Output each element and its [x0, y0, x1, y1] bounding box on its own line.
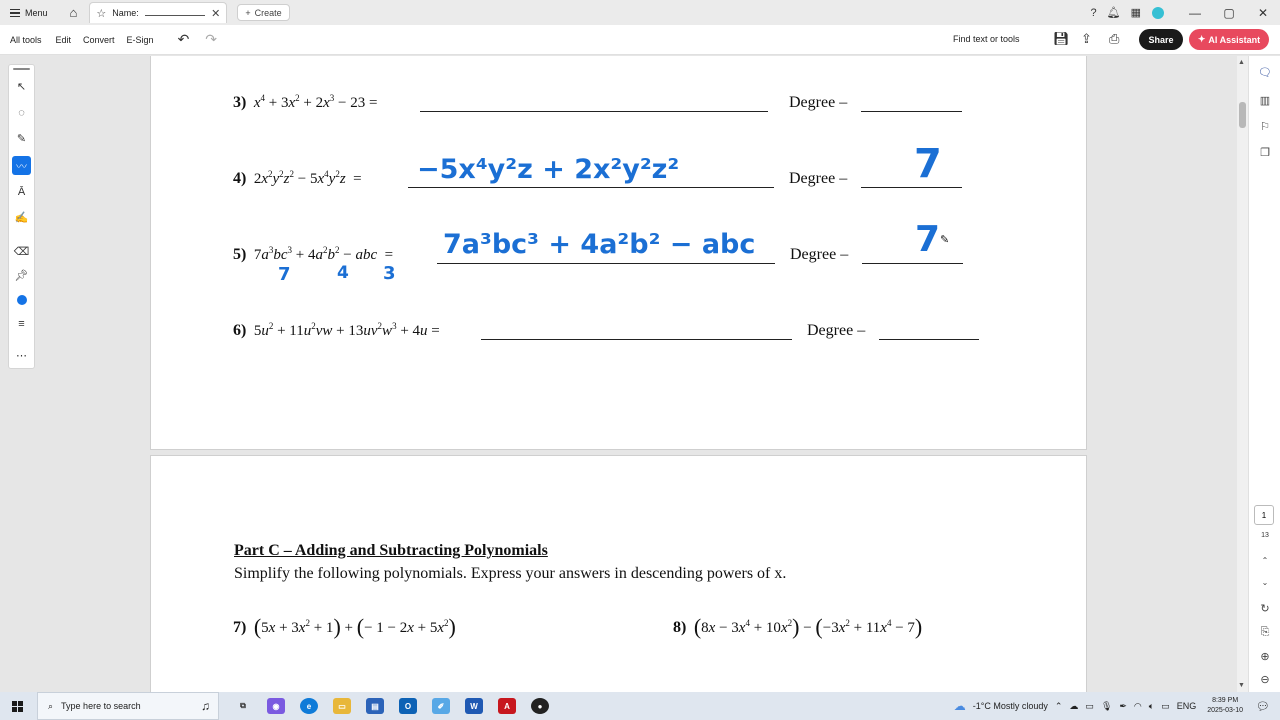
word-icon[interactable]: W — [465, 698, 483, 714]
question-8: 8) $(8x - 3x^4 + 10x^2) - (-3x^2 + 11x^4 - 7)$ — [673, 614, 923, 639]
copilot-icon[interactable]: ◉ — [267, 698, 285, 714]
thumbnails-icon[interactable]: ▥ — [1259, 95, 1271, 107]
sparkle-icon: ✦ — [1197, 34, 1206, 44]
pen-tray-icon[interactable]: ✒ — [1119, 700, 1127, 711]
main-toolbar — [0, 25, 1280, 55]
avatar[interactable] — [1152, 7, 1164, 19]
print-icon[interactable]: ⎙ — [1109, 31, 1120, 46]
rotate-icon[interactable]: ↻ — [1260, 603, 1270, 615]
document-tab[interactable] — [89, 2, 227, 23]
degree-label: Degree – — [807, 322, 866, 339]
color-picker-button[interactable] — [12, 290, 31, 309]
degree-label: Degree – — [789, 94, 848, 111]
home-icon[interactable]: ⌂ — [69, 5, 78, 20]
tab-title-blank — [145, 10, 205, 16]
part-c-heading: Part C – Adding and Subtracting Polynomials — [234, 542, 548, 559]
store-icon[interactable]: ▤ — [366, 698, 384, 714]
document-page-2 — [150, 455, 1087, 695]
volume-icon[interactable]: 🔈︎ — [1148, 700, 1155, 711]
weather-icon: ☁ — [953, 699, 966, 713]
current-page-input[interactable]: 1 — [1254, 505, 1274, 525]
redo-icon[interactable]: ↷ — [205, 31, 218, 47]
search-placeholder: Type here to search — [61, 701, 141, 711]
edge-icon[interactable]: e — [300, 698, 318, 714]
cloud-icon[interactable]: ☁ — [1069, 700, 1079, 711]
degree-line[interactable] — [862, 263, 963, 264]
question-3: 3) $x^4 + 3x^2 + 2x^3 - 23$ = — [233, 93, 378, 111]
outlook-icon[interactable]: O — [399, 698, 417, 714]
menu-button[interactable] — [10, 8, 48, 18]
language-indicator[interactable]: ENG — [1176, 701, 1197, 711]
answer-line[interactable] — [481, 339, 792, 340]
close-window-icon[interactable]: ✕ — [1257, 5, 1269, 20]
battery-icon[interactable]: ▭ — [1161, 700, 1170, 711]
obs-icon[interactable]: ● — [531, 698, 549, 714]
handwritten-term-degree: 3 — [383, 263, 396, 284]
save-icon[interactable]: 💾︎ — [1053, 31, 1070, 46]
find-tools-button[interactable]: Find text or tools — [953, 34, 1020, 44]
copy-pages-icon[interactable]: ❐ — [1260, 147, 1270, 159]
zoom-in-icon[interactable]: ⊕ — [1260, 651, 1270, 663]
maximize-icon[interactable]: ▢ — [1223, 5, 1235, 20]
text-box-icon[interactable]: Ā — [17, 185, 26, 198]
answer-line[interactable] — [408, 187, 774, 188]
highlighter-icon[interactable]: ✎ — [16, 133, 27, 145]
upload-icon[interactable]: ⇪ — [1081, 31, 1092, 46]
question-4: 4) $2x^2y^2z^2 - 5x^4y^2z$ = — [233, 169, 362, 187]
right-panel-rail — [1248, 56, 1280, 692]
question-number: 7) — [233, 619, 247, 636]
tray-chevron-icon[interactable]: ⌃ — [1054, 700, 1063, 711]
draw-freeform-icon[interactable]: 〰 — [12, 156, 31, 175]
all-tools-button[interactable]: All tools — [10, 34, 42, 45]
pen-app-icon[interactable]: ✐ — [432, 698, 450, 714]
create-button[interactable] — [237, 4, 289, 21]
bell-icon[interactable]: 🔔︎ — [1106, 7, 1121, 19]
task-view-icon[interactable]: ⧉ — [240, 701, 246, 710]
convert-button[interactable]: Convert — [83, 34, 115, 45]
answer-line[interactable] — [437, 263, 775, 264]
drive-icon[interactable]: ▭ — [1085, 700, 1094, 711]
document-workspace — [0, 56, 1248, 692]
help-icon[interactable]: ? — [1090, 6, 1097, 19]
select-pointer-icon[interactable]: ↖ — [16, 81, 27, 93]
degree-line[interactable] — [861, 187, 962, 188]
question-5: 5) $7a^3bc^3 + 4a^2b^2$ − abc = — [233, 245, 394, 263]
handwritten-answer: 7a³bc³ + 4a²b² − abc — [443, 229, 756, 260]
acrobat-icon[interactable]: A — [498, 698, 516, 714]
handwritten-term-degree: 7 — [278, 264, 291, 285]
windows-taskbar — [0, 692, 1280, 720]
scroll-thumb[interactable] — [1239, 102, 1246, 128]
line-weight-icon[interactable]: ≡ — [18, 317, 25, 330]
handwritten-answer: −5x⁴y²z + 2x²y²z² — [417, 154, 680, 185]
close-tab-icon[interactable]: ✕ — [211, 7, 221, 20]
comment-icon[interactable]: ◌ — [18, 106, 25, 119]
share-button[interactable]: Share — [1139, 29, 1183, 50]
extract-icon[interactable]: ⎘ — [1260, 626, 1270, 638]
question-7: 7) $(5x + 3x^2 + 1)$ + (− $1 - 2x + 5x^2$) — [233, 614, 456, 639]
handwritten-degree: 7 — [915, 219, 941, 260]
minimize-icon[interactable]: — — [1189, 5, 1201, 20]
vertical-scrollbar[interactable] — [1237, 56, 1248, 692]
menu-label: Menu — [25, 7, 48, 18]
quick-tools-rail — [8, 64, 35, 369]
question-number: 4) — [233, 170, 247, 187]
esign-button[interactable]: E-Sign — [126, 34, 154, 45]
total-pages: 13 — [1261, 532, 1269, 539]
page-up-icon[interactable]: ⌃ — [1261, 556, 1269, 565]
more-tools-icon[interactable]: ⋯ — [16, 350, 27, 362]
star-icon[interactable]: ☆ — [96, 7, 107, 20]
tab-title: Name: — [112, 8, 139, 18]
weather-text[interactable]: -1°C Mostly cloudy — [972, 701, 1048, 711]
page-down-icon[interactable]: ⌄ — [1261, 578, 1269, 587]
part-c-instruction: Simplify the following polynomials. Express your answers in descending powers of x. — [234, 565, 787, 582]
ai-assistant-button[interactable] — [1189, 29, 1269, 50]
pin-icon[interactable]: 📌︎ — [14, 270, 29, 282]
comments-panel-icon[interactable]: 🗨︎ — [1258, 67, 1272, 79]
clock[interactable] — [1207, 696, 1243, 716]
undo-icon[interactable]: ↶ — [177, 31, 190, 47]
file-explorer-icon[interactable]: ▭ — [333, 698, 351, 714]
apps-grid-icon[interactable]: ▦ — [1130, 7, 1141, 19]
hamburger-icon — [10, 9, 20, 17]
zoom-out-icon[interactable]: ⊖ — [1260, 674, 1270, 686]
windows-start-icon[interactable] — [12, 701, 23, 712]
degree-line[interactable] — [861, 111, 962, 112]
mic-icon[interactable]: 🎙︎ — [1100, 700, 1113, 711]
degree-label: Degree – — [789, 170, 848, 187]
wifi-icon[interactable]: ◠ — [1133, 700, 1142, 711]
handwritten-term-degree: 4 — [337, 263, 349, 283]
ai-assistant-label: AI Assistant — [1208, 34, 1261, 45]
bookmark-icon[interactable]: ⚐ — [1260, 121, 1270, 133]
degree-label: Degree – — [790, 246, 849, 263]
color-swatch-icon — [17, 295, 27, 305]
answer-line[interactable] — [420, 111, 768, 112]
notifications-icon[interactable]: 💬︎ — [1256, 700, 1270, 713]
question-number: 6) — [233, 322, 247, 339]
question-number: 5) — [233, 246, 247, 263]
create-label: Create — [254, 7, 282, 18]
degree-line[interactable] — [879, 339, 979, 340]
pen-cursor-icon: ✎ — [940, 234, 950, 246]
drag-handle[interactable] — [13, 68, 30, 70]
question-number: 3) — [233, 94, 247, 111]
question-number: 8) — [673, 619, 687, 636]
title-bar — [0, 0, 1280, 25]
question-6: 6) $5u^2 + 11u^2vw + 13uv^2w^3 + 4u$ = — [233, 321, 440, 339]
signature-icon[interactable]: ✍ — [14, 212, 29, 224]
clock-date: 2025-03-10 — [1207, 707, 1244, 714]
scroll-up-icon[interactable]: ▲ — [1238, 59, 1245, 66]
system-tray — [954, 692, 1270, 720]
edit-button[interactable]: Edit — [55, 34, 72, 45]
handwritten-degree: 7 — [914, 141, 942, 187]
document-page — [150, 56, 1087, 450]
clock-time: 8:39 PM — [1212, 697, 1239, 704]
plus-icon: + — [245, 7, 251, 18]
eraser-icon[interactable]: ⌫ — [13, 246, 30, 258]
search-icon: ⌕ — [48, 700, 54, 711]
scroll-down-icon[interactable]: ▼ — [1238, 682, 1245, 689]
search-highlight-icon: ♫ — [201, 699, 210, 713]
taskbar-search[interactable] — [37, 692, 219, 720]
